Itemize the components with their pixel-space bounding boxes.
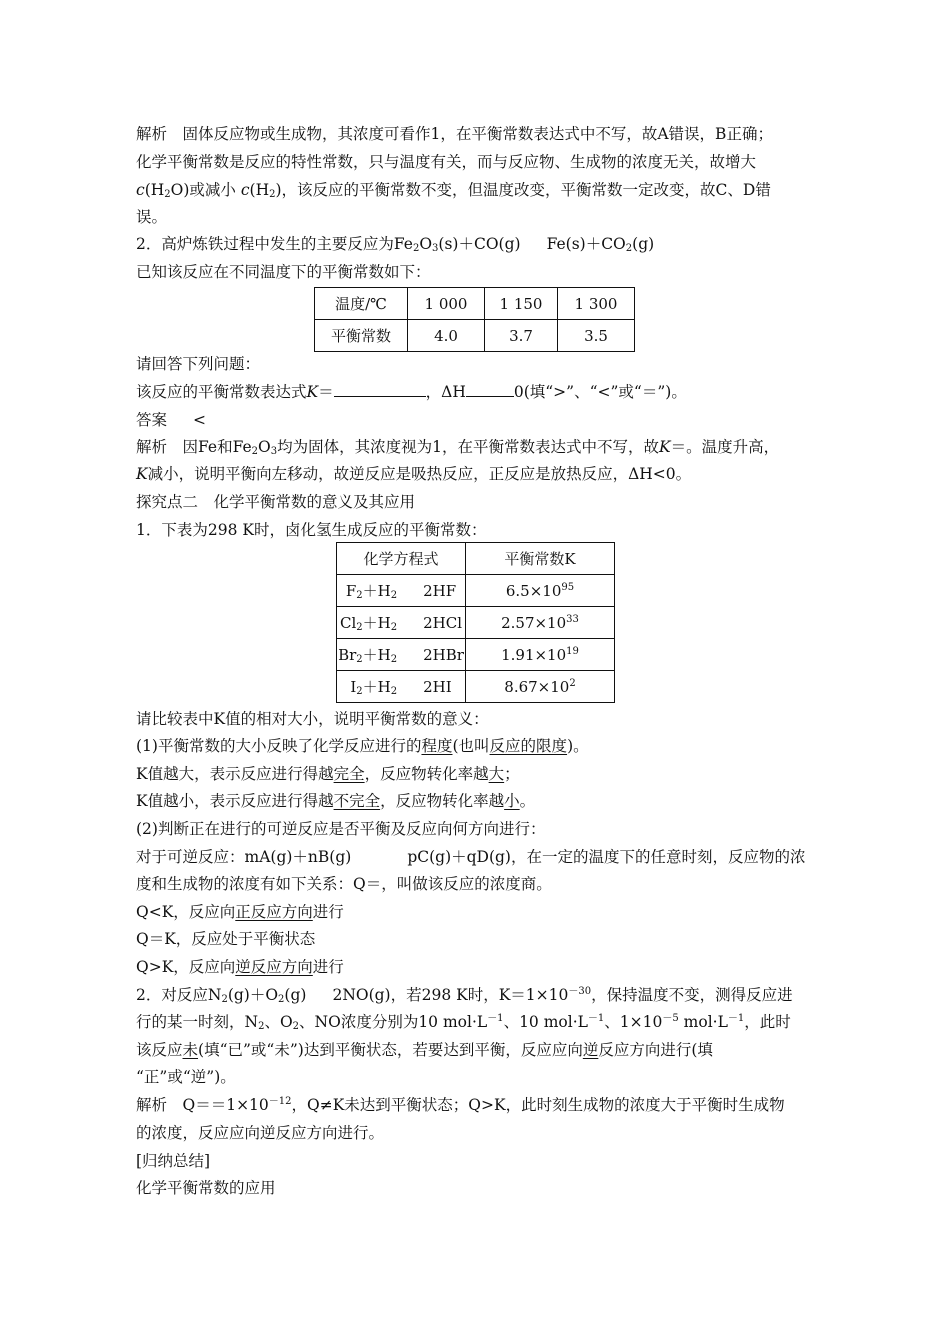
- analysis-line-1: 解析 固体反应物或生成物，其浓度可看作1，在平衡常数表达式中不写，故A错误，B正确；: [136, 125, 773, 143]
- table-cell: 平衡常数: [315, 320, 408, 352]
- table-header: 平衡常数K: [466, 543, 615, 575]
- table-cell: $6.5\times 10^{95}$: [466, 575, 615, 607]
- table-cell: 1 000: [408, 288, 485, 320]
- question-4-line-3: 该反应未(填“已”或“未”)达到平衡状态，若要达到平衡，反应应向逆反应方向进行(填: [136, 1041, 713, 1059]
- question-4-line-2: 行的某一时刻，$N_2$、$O_2$、NO浓度分别为10 $mol\cdot L^{-1}$、10 $mol\cdot L^{-1}$、$1\times 10^{-5}$ $mol\cdot L^{-1}$，此时: [136, 1013, 791, 1032]
- analysis-2-line-1: 解析 因Fe和$Fe_2O_3$均为固体，其浓度视为1，在平衡常数表达式中不写，故K＝。温度升高，: [136, 438, 780, 457]
- table-cell: $Br_2+H_2$ 2HBr: [337, 639, 466, 671]
- analysis-line-3: $c(H_2O)$或减小 $c(H_2)$，该反应的平衡常数不变，但温度改变，平衡常数一定改变，故C、D错: [136, 181, 771, 200]
- question-2-fill-blank: 该反应的平衡常数表达式K＝ ，ΔH 0(填“>”、“<”或“＝”)。: [136, 383, 687, 401]
- question-2-known: 已知该反应在不同温度下的平衡常数如下：: [136, 263, 431, 281]
- table-cell: $2.57\times 10^{33}$: [466, 607, 615, 639]
- meaning-point-2: (2)判断正在进行的可逆反应是否平衡及反应向何方向进行：: [136, 820, 546, 838]
- table-cell: 1 150: [485, 288, 558, 320]
- table-cell: 3.5: [558, 320, 635, 352]
- table-cell: $I_2+H_2$ 2HI: [337, 671, 466, 703]
- analysis-line-2: 化学平衡常数是反应的特性常数，只与温度有关，而与反应物、生成物的浓度无关，故增大: [136, 153, 757, 171]
- summary-title: 化学平衡常数的应用: [136, 1179, 276, 1197]
- table-row: [337, 639, 615, 671]
- reaction-quotient-line-1: 对于可逆反应：mA(g)＋nB(g) pC(g)＋qD(g)，在一定的温度下的任意时刻，反应物的浓: [136, 848, 806, 866]
- answer-blank: [466, 382, 514, 397]
- meaning-point-1: (1)平衡常数的大小反映了化学反应进行的程度(也叫反应的限度)。: [136, 737, 589, 755]
- halogen-hydride-table: [336, 542, 615, 703]
- table-row: [315, 288, 635, 320]
- table-row: [315, 320, 635, 352]
- question-2-reaction: 2．高炉炼铁过程中发生的主要反应为$Fe_2O_3(s)+CO(g)$ $Fe(s)+CO_2(g)$: [136, 235, 655, 254]
- analysis-line-4: 误。: [136, 208, 168, 226]
- question-3-head: 1．下表为298 K时，卤化氢生成反应的平衡常数：: [136, 521, 487, 539]
- table-cell: $1.91\times 10^{19}$: [466, 639, 615, 671]
- question-4-line-1: 2．对反应$N_2(g)+O_2(g)$ 2NO(g)，若298 K时，$K=1\times 10^{-30}$，保持温度不变，测得反应进: [136, 986, 793, 1005]
- summary-heading: [归纳总结]: [136, 1152, 211, 1170]
- table-cell: 4.0: [408, 320, 485, 352]
- table-row: [337, 543, 615, 575]
- table-header: 化学方程式: [337, 543, 466, 575]
- section-heading: 探究点二 化学平衡常数的意义及其应用: [136, 493, 416, 511]
- analysis-4-line-2: 的浓度，反应应向逆反应方向进行。: [136, 1124, 385, 1142]
- table-cell: 1 300: [558, 288, 635, 320]
- table-cell: $8.67\times 10^2$: [466, 671, 615, 703]
- equilibrium-constant-table: [314, 287, 635, 352]
- table-cell: 温度/℃: [315, 288, 408, 320]
- question-2-ask: 请回答下列问题：: [136, 355, 261, 373]
- compare-instruction: 请比较表中K值的相对大小，说明平衡常数的意义：: [136, 710, 489, 728]
- table-cell: $F_2+H_2$ 2HF: [337, 575, 466, 607]
- table-row: [337, 671, 615, 703]
- reaction-quotient-line-2: 度和生成物的浓度有如下关系：Q＝，叫做该反应的浓度商。: [136, 875, 552, 893]
- condition-q-equal-k: Q＝K，反应处于平衡状态: [136, 930, 316, 948]
- table-cell: 3.7: [485, 320, 558, 352]
- answer-blank: [334, 382, 426, 397]
- condition-q-greater-k: Q>K，反应向逆反应方向进行: [136, 958, 344, 976]
- k-large-line: K值越大，表示反应进行得越完全，反应物转化率越大；: [136, 765, 520, 783]
- question-4-line-4: “正”或“逆”)。: [136, 1068, 236, 1086]
- table-cell: $Cl_2+H_2$ 2HCl: [337, 607, 466, 639]
- analysis-4-line-1: 解析 $Q==1\times 10^{-12}$，Q≠K未达到平衡状态；Q>K，此时刻生成物的浓度大于平衡时生成物: [136, 1096, 785, 1114]
- table-row: [337, 607, 615, 639]
- k-small-line: K值越小，表示反应进行得越不完全，反应物转化率越小。: [136, 792, 536, 810]
- condition-q-less-k: Q<K，反应向正反应方向进行: [136, 903, 344, 921]
- answer-line: 答案 <: [136, 411, 207, 429]
- analysis-2-line-2: K减小，说明平衡向左移动，故逆反应是吸热反应，正反应是放热反应，ΔH<0。: [136, 465, 692, 483]
- table-row: [337, 575, 615, 607]
